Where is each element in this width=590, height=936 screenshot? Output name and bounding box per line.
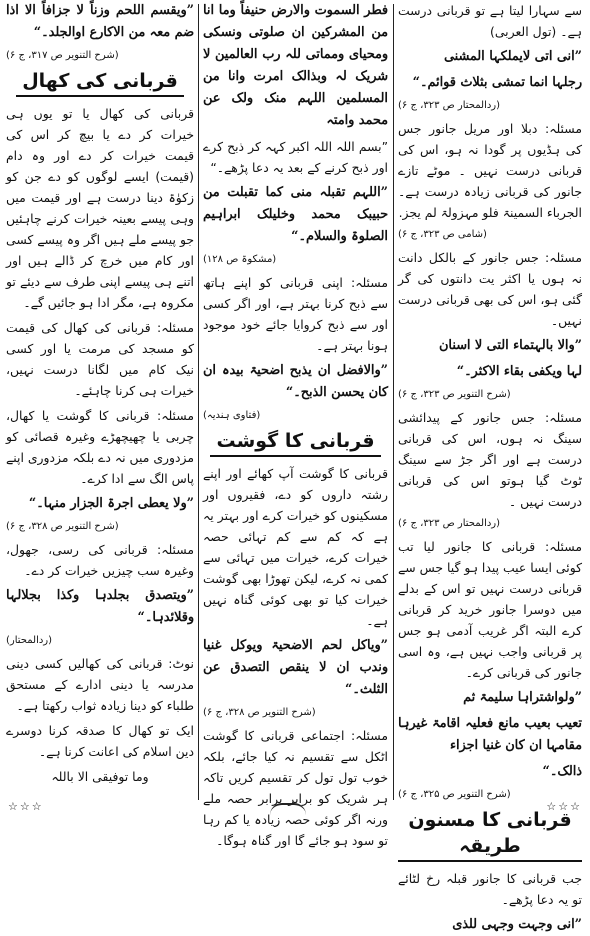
arabic-quote: ”ویاکل لحم الاضحیۃ ویوکل غنیا وندب ان لا ینقص التصدق عن الثلث۔“ — [203, 638, 388, 697]
section-heading: قربانی کا گوشت — [210, 428, 380, 457]
arabic-quote: ”انی وجہت وجہی للذی — [452, 917, 582, 932]
arabic-quote: ذالک۔“ — [542, 764, 582, 779]
citation: (شرح التنویر ص ۳۲۸، ج ۶) — [6, 521, 119, 532]
masala-paragraph: مسئلہ: جس جانور کے پیدائشی سینگ نہ ہوں، اس کی قربانی درست ہے اور اگر جڑ سے سینگ ٹوٹ گیا ہوتو اس کی قربانی درست نہیں ۔ — [398, 410, 582, 509]
column-divider — [393, 4, 394, 800]
arabic-quote: لہا ویکفی بقاء الاکثر۔“ — [456, 364, 582, 379]
section-heading-wrap — [6, 68, 194, 97]
column-divider — [198, 4, 199, 800]
body-paragraph: نوٹ: قربانی کی کھالیں کسی دینی مدرسہ یا دینی ادارے کے مستحق طلباء کو دینا زیادہ ثواب رکھتا ہے۔ — [6, 656, 194, 713]
body-paragraph: قربانی کی کھال یا تو یوں ہی خیرات کر دے یا بیچ کر اس کی قیمت خیرات کر دے اور وہ دام (قیمت) ایسے لوگوں کو دے جن کو زکوٰۃ دینا درست ہے اور قیمت میں وہی پیسے بعینہ خیرات کرنے چاہئیں جو پیسے ملے ہیں اگر وہ پیسے کسی اور کام میں خرچ کر ڈالے ہیں اور اتنے ہی پیسے اپنی طرف سے دیئے تو مکروہ ہے، مگر ادا ہو جائیں گے۔ — [6, 106, 194, 310]
citation: (فتاوی ہندیہ) — [203, 410, 261, 421]
masala-paragraph: مسئلہ: قربانی کا جانور لیا تب کوئی ایسا عیب پیدا ہو گیا جس سے قربانی درست نہیں تو اس کے بدلے میں دوسرا جانور خرید کر قربانی کرے البتہ اگر غریب آدمی ہو جس پر قربانی واجب نہیں ہے، وہ اسی جانور کی قربانی کرے۔ — [398, 539, 582, 680]
body-paragraph: قربانی کا گوشت آپ کھائے اور اپنے رشتہ داروں کو دے، فقیروں اور مسکینوں کو خیرات کرے اور بہتر یہ ہے کہ کم سے کم تہائی حصہ خیرات کرے، خیرات میں تہائی سے کمی نہ کرے، لیکن تھوڑا بھی گوشت خیرات کیا تو بھی کوئی گناہ نہیں ہے۔ — [203, 466, 388, 628]
middle-column — [203, 0, 388, 848]
arabic-quote: تعیب بعیب مانع فعلیہ اقامۃ غیرہا مقامہا ان کان غنیا اجزاء — [398, 716, 582, 753]
arabic-quote: رجلہا انما تمشی بثلاث قوائم۔“ — [412, 75, 582, 90]
section-heading-wrap — [398, 807, 582, 862]
body-paragraph: جب قربانی کا جانور قبلہ رخ لٹائے تو یہ دعا پڑھے۔ — [398, 871, 582, 907]
arabic-quote: ”ولا یعطی اجرۃ الجزار منہا۔“ — [28, 496, 194, 511]
closing-line: وما توفیقی الا باللہ — [51, 769, 149, 784]
arabic-quote: ”ویتصدق بجلدہا وکذا بجلالہا وقلائدہا۔“ — [6, 588, 194, 625]
masala-paragraph: مسئلہ: قربانی کا گوشت یا کھال، چربی یا چھیچھڑے وغیرہ قصائی کو مزدوری میں نہ دے بلکہ مزدوری اپنے پاس الگ سے ادا کرے۔ — [6, 408, 194, 486]
body-paragraph: سے سہارا لیتا ہے تو قربانی درست ہے۔ (تول العربی) — [398, 3, 582, 39]
arabic-quote: فطر السموت والارض حنیفاً وما انا من المشرکین ان صلوتی ونسکی ومحیای ومماتی للہ رب العالمین لا شریک لہ وبذالک امرت وانا من المسلمین اللہم منک ولک عن محمد وامتہ — [203, 3, 388, 128]
body-paragraph: ”بسم اللہ اللہ اکبر کہہ کر ذبح کرے اور ذبح کرنے کے بعد یہ دعا پڑھے۔“ — [203, 139, 388, 175]
masala-paragraph: مسئلہ: اجتماعی قربانی کا گوشت اٹکل سے تقسیم نہ کیا جائے، بلکہ خوب تول تول کر تقسیم کریں تاکہ ہر شریک کو برابر برابر حصہ ملے ورنہ اگر کوئی حصہ زیادہ یا کم رہا تو سود ہو جائے گا اور گناہ ہوگا۔ — [203, 728, 388, 848]
citation: (ردالمحتار) — [6, 635, 53, 646]
citation: (ردالمحتار ص ۳۲۳، ج ۶) — [398, 100, 501, 111]
page-number-ornament — [270, 803, 306, 815]
section-heading: قربانی کا مسنون طریقہ — [398, 807, 582, 862]
citation: (مشکوۃ ص ۱۲۸) — [203, 254, 277, 265]
arabic-quote: ”انی اتی لایملکہا المشنی — [443, 49, 582, 64]
section-heading: قربانی کی کھال — [16, 68, 184, 97]
masala-paragraph: مسئلہ: دبلا اور مریل جانور جس کی ہڈیوں پر گودا نہ ہو، اس کی قربانی درست نہیں ۔ موٹے تازے جانور کی قربانی زیادہ درست ہے۔ الجرباء السمینۃ فلو مہزولۃ لم یجز. — [398, 121, 582, 220]
masala-paragraph: مسئلہ: جس جانور کے بالکل دانت نہ ہوں یا اکثر یت دانتوں کی گر گئی ہو، اس کی بھی قربانی درست نہیں۔ — [398, 250, 582, 328]
masala-paragraph: مسئلہ: قربانی کی کھال کی قیمت کو مسجد کی مرمت یا اور کسی نیک کام میں لگانا درست نہیں، خیرات ہی کرنا چاہئے۔ — [6, 320, 194, 398]
footer-stars-left: ☆☆☆ — [8, 800, 44, 813]
arabic-quote: ”والا بالہتماء التی لا اسنان — [439, 338, 582, 353]
citation: (شامی ص ۳۲۳، ج ۶) — [398, 229, 487, 240]
right-column — [398, 0, 582, 932]
arabic-quote: ”والافضل ان یذبح اضحیۃ بیدہ ان کان یحسن الذبح۔“ — [203, 363, 388, 400]
citation: (ردالمحتار ص ۳۲۳، ج ۶) — [398, 518, 501, 529]
section-heading-wrap — [203, 428, 388, 457]
citation: (شرح التنویر ص ۳۲۵، ج ۶) — [398, 789, 511, 800]
footer-stars-right: ☆☆☆ — [546, 800, 582, 813]
citation: (شرح التنویر ص ۳۲۳، ج ۶) — [398, 389, 511, 400]
arabic-quote: ”ولواشتراہا سلیمۃ ثم — [463, 690, 582, 705]
citation: (شرح التنویر ص ۳۲۸، ج ۶) — [203, 707, 316, 718]
masala-paragraph: مسئلہ: قربانی کی رسی، جھول، وغیرہ سب چیزیں خیرات کر دے۔ — [6, 542, 194, 578]
citation: (شرح التنویر ص ۳۱۷، ج ۶) — [6, 50, 119, 61]
masala-paragraph: مسئلہ: اپنی قربانی کو اپنے ہاتھ سے ذبح کرنا بہتر ہے، اور اگر کسی اور سے ذبح کروایا جائے خود موجود ہونا بہتر ہے۔ — [203, 275, 388, 353]
body-paragraph: ایک تو کھال کا صدقہ کرنا دوسرے دین اسلام کی اعانت کرنا ہے۔ — [6, 723, 194, 759]
left-column — [6, 0, 194, 800]
arabic-quote: ”اللہم تقبلہ منی کما تقبلت من حبیبک محمد وخلیلک ابراہیم الصلوۃ والسلام۔“ — [203, 185, 388, 244]
arabic-quote: ”ویقسم اللحم وزناً لا جزافاً الا اذا ضم معہ من الاکارع اوالجلد۔“ — [6, 3, 194, 40]
